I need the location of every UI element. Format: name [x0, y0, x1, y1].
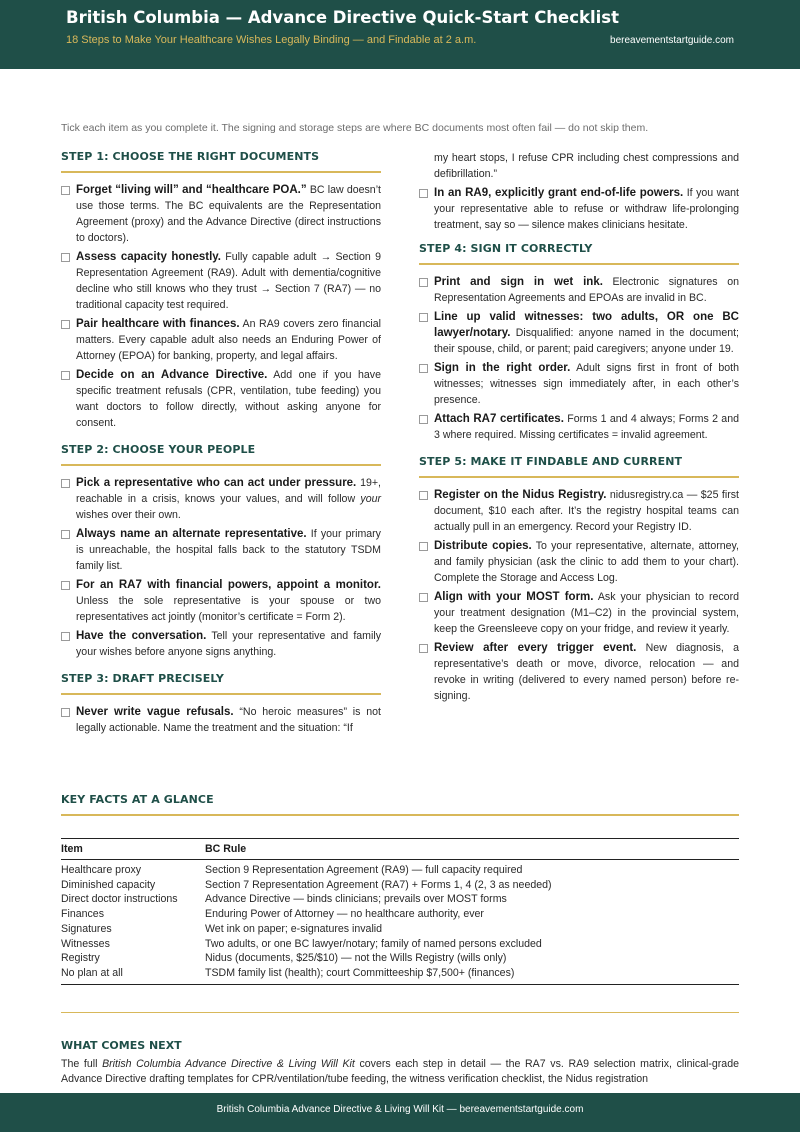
checklist-item — [61, 628, 381, 660]
checklist-item — [61, 704, 381, 736]
item-text: 19+, reachable in a crisis, knows your values, and will follow — [76, 477, 381, 505]
table-row — [61, 951, 739, 966]
item-lead: Never write vague refusals. — [76, 706, 234, 718]
next-text: covers each step in detail — the RA7 vs. RA9 selection matrix, clinical-grade Advance Directive drafting templates for CPR/ventilation/tube feeding, the witness verification checklist, the Nidus registration — [61, 1058, 739, 1085]
checkbox[interactable] — [419, 644, 428, 653]
step-1-section — [61, 150, 381, 431]
step-4-heading: STEP 4: SIGN IT CORRECTLY — [419, 242, 739, 265]
checkbox[interactable] — [61, 632, 70, 641]
table-cell: TSDM family list (health); court Committeeship $7,500+ (finances) — [205, 966, 515, 979]
checklist-item — [61, 526, 381, 574]
section-divider — [61, 1012, 739, 1013]
table-cell: Registry — [61, 952, 100, 965]
item-lead: In an RA9, explicitly grant end-of-life powers. — [434, 187, 684, 199]
item-lead: For an RA7 with financial powers, appoint a monitor. — [76, 579, 381, 591]
checklist-item — [61, 475, 381, 523]
checklist-item — [419, 274, 739, 306]
item-lead: Assess capacity honestly. — [76, 251, 222, 263]
item-text: If you want your representative able to refuse or withdraw life-prolonging treatment, say so — silence makes clinicians hesitate. — [434, 187, 739, 231]
checklist-item — [61, 577, 381, 625]
table-header-row — [61, 839, 739, 860]
item-text: Forms 1 and 4 always; Forms 2 and 3 where required. Missing certificates = invalid agreement. — [434, 413, 739, 441]
checkbox[interactable] — [419, 415, 428, 424]
checklist-item — [419, 640, 739, 704]
checkbox[interactable] — [61, 479, 70, 488]
key-facts-table — [61, 838, 739, 985]
item-text: To your representative, alternate, attorney, and family physician (ask the clinic to add them to your chart). Complete the Storage and Access Log. — [434, 540, 739, 584]
table-cell: Diminished capacity — [61, 878, 156, 891]
item-lead: Forget “living will” and “healthcare POA.” — [76, 184, 307, 196]
table-row — [61, 892, 739, 907]
checkbox[interactable] — [61, 581, 70, 590]
table-row — [61, 860, 739, 878]
table-cell: Advance Directive — binds clinicians; prevails over MOST forms — [205, 893, 507, 906]
item-lead: Always name an alternate representative. — [76, 528, 307, 540]
checklist-item — [61, 316, 381, 364]
table-cell: Two adults, or one BC lawyer/notary; family of named persons excluded — [205, 937, 542, 950]
kit-title: British Columbia Advance Directive & Living Will Kit — [102, 1058, 355, 1070]
page-header — [0, 0, 800, 69]
what-comes-next-section — [61, 1039, 739, 1087]
checklist-item — [61, 249, 381, 313]
table-cell: No plan at all — [61, 966, 123, 979]
checkbox[interactable] — [419, 364, 428, 373]
step-3-section — [61, 672, 381, 736]
item-lead: Align with your MOST form. — [434, 591, 594, 603]
checkbox[interactable] — [419, 491, 428, 500]
item-text: Add one if you have specific treatment refusals (CPR, ventilation, tube feeding) you want doctors to follow directly, without asking anyone for consent. — [76, 369, 381, 429]
what-comes-next-heading: WHAT COMES NEXT — [61, 1039, 182, 1052]
table-cell: Enduring Power of Attorney — no healthcare authority, ever — [205, 908, 484, 921]
right-column — [419, 150, 739, 716]
table-cell: Healthcare proxy — [61, 864, 142, 876]
page-subtitle: 18 Steps to Make Your Healthcare Wishes Legally Binding — and Findable at 2 a.m. — [66, 34, 477, 46]
site-url[interactable]: bereavementstartguide.com — [610, 35, 734, 46]
item-text: Adult signs first in front of both witnesses; witnesses sign immediately after, in each other’s presence. — [434, 362, 739, 406]
table-cell: Wet ink on paper; e-signatures invalid — [205, 922, 383, 935]
checklist-item-continued — [419, 150, 739, 182]
item-text: Ask your physician to record your treatment designation (M1–C2) in the provincial system, keep the Greensleeve copy on your fridge, and review it yearly. — [434, 591, 739, 635]
key-facts-section — [61, 793, 739, 985]
checklist-item — [419, 185, 739, 233]
item-text: BC law doesn’t use those terms. The BC equivalents are the Representation Agreement (proxy) and the Advance Directive (direct instructions to doctors). — [76, 184, 381, 244]
page-footer — [0, 1093, 800, 1132]
checkbox[interactable] — [61, 708, 70, 717]
page-title: British Columbia — Advance Directive Quick-Start Checklist — [66, 8, 620, 27]
item-text: “No heroic measures” is not legally actionable. Name the treatment and the situation: “If — [76, 706, 381, 734]
column-header: Item — [61, 839, 205, 860]
table-cell: Direct doctor instructions — [61, 893, 178, 906]
what-comes-next-text — [61, 1057, 739, 1087]
checkbox[interactable] — [61, 530, 70, 539]
step-2-heading: STEP 2: CHOOSE YOUR PEOPLE — [61, 443, 381, 466]
table-row — [61, 878, 739, 893]
item-text: nidusregistry.ca — $25 first document, $10 each after. It’s the registry hospital teams can actually pull in an emergency. Record your Registry ID. — [434, 489, 739, 533]
table-cell: Witnesses — [61, 937, 110, 950]
item-text: An RA9 covers zero financial matters. Every capable adult also needs an Enduring Power of Attorney (EPOA) for banking, property, and legal affairs. — [76, 318, 382, 362]
table-cell: Section 7 Representation Agreement (RA7) + Forms 1, 4 (2, 3 as needed) — [205, 878, 552, 891]
item-lead: Review after every trigger event. — [434, 642, 637, 654]
left-column — [61, 150, 381, 748]
item-text: Fully capable adult → Section 9 Representation Agreement (RA9). Adult with dementia/cognitive decline who still knows who they trust → Section 7 (RA7) — no traditional capacity test required. — [76, 251, 381, 311]
footer-text: British Columbia Advance Directive & Living Will Kit — bereavementstartguide.com — [216, 1104, 584, 1115]
step-5-section — [419, 455, 739, 704]
table-row — [61, 922, 739, 937]
step-2-section — [61, 443, 381, 660]
item-lead: Line up valid witnesses: two adults, OR one BC lawyer/notary. — [434, 311, 739, 339]
checkbox[interactable] — [419, 189, 428, 198]
checkbox[interactable] — [61, 186, 70, 195]
item-text: Tell your representative and family your wishes before anyone signs anything. — [76, 630, 381, 658]
next-text: The full — [61, 1058, 103, 1070]
table-cell: Finances — [61, 908, 104, 921]
item-lead: Sign in the right order. — [434, 362, 571, 374]
step-4-section — [419, 242, 739, 443]
item-lead: Register on the Nidus Registry. — [434, 489, 607, 501]
key-facts-heading: KEY FACTS AT A GLANCE — [61, 793, 739, 816]
checkbox[interactable] — [419, 278, 428, 287]
checkbox[interactable] — [419, 313, 428, 322]
table-cell: Signatures — [61, 922, 112, 935]
checkbox[interactable] — [61, 253, 70, 262]
item-lead: Print and sign in wet ink. — [434, 276, 603, 288]
checklist-item — [419, 589, 739, 637]
item-lead: Decide on an Advance Directive. — [76, 369, 268, 381]
item-lead: Have the conversation. — [76, 630, 207, 642]
checklist-item — [419, 309, 739, 357]
table-cell: Nidus (documents, $25/$10) — not the Wills Registry (wills only) — [205, 952, 507, 965]
table-row — [61, 937, 739, 952]
item-text: New diagnosis, a representative’s death or move, divorce, relocation — and revoke in writing (delivered to every named person) before re-signing. — [434, 642, 739, 702]
checklist-item — [61, 182, 381, 246]
step-5-heading: STEP 5: MAKE IT FINDABLE AND CURRENT — [419, 455, 739, 478]
item-text: wishes over their own. — [76, 509, 181, 521]
item-text: Electronic signatures on Representation Agreements and EPOAs are invalid in BC. — [434, 276, 739, 304]
table-cell: Section 9 Representation Agreement (RA9) — full capacity required — [205, 864, 523, 876]
step-1-heading: STEP 1: CHOOSE THE RIGHT DOCUMENTS — [61, 150, 381, 173]
checkbox[interactable] — [419, 542, 428, 551]
checklist-item — [419, 411, 739, 443]
intro-text: Tick each item as you complete it. The signing and storage steps are where BC documents most often fail — do not skip them. — [61, 122, 649, 134]
item-text: Disqualified: anyone named in the document; their spouse, child, or parent; paid caregivers; anyone under 19. — [434, 327, 739, 355]
checklist-item — [419, 360, 739, 408]
checkbox[interactable] — [61, 320, 70, 329]
column-header: BC Rule — [205, 839, 739, 860]
item-text: If your primary is unreachable, the hospital falls back to the statutory TSDM family list. — [76, 528, 381, 572]
checklist-item — [61, 367, 381, 431]
item-lead: Pair healthcare with finances. — [76, 318, 240, 330]
item-text: Unless the sole representative is your spouse or two representatives act jointly (monitor’s certificate = Form 2). — [76, 595, 381, 623]
step-3-heading: STEP 3: DRAFT PRECISELY — [61, 672, 381, 695]
table-row — [61, 907, 739, 922]
item-emphasis: your — [360, 493, 381, 505]
checkbox[interactable] — [61, 371, 70, 380]
checklist-item — [419, 487, 739, 535]
checklist-item — [419, 538, 739, 586]
table-row — [61, 966, 739, 984]
checkbox[interactable] — [419, 593, 428, 602]
item-text: my heart stops, I refuse CPR including chest compressions and defibrillation.” — [434, 152, 739, 180]
item-lead: Pick a representative who can act under pressure. — [76, 477, 357, 489]
item-lead: Attach RA7 certificates. — [434, 413, 564, 425]
item-lead: Distribute copies. — [434, 540, 532, 552]
